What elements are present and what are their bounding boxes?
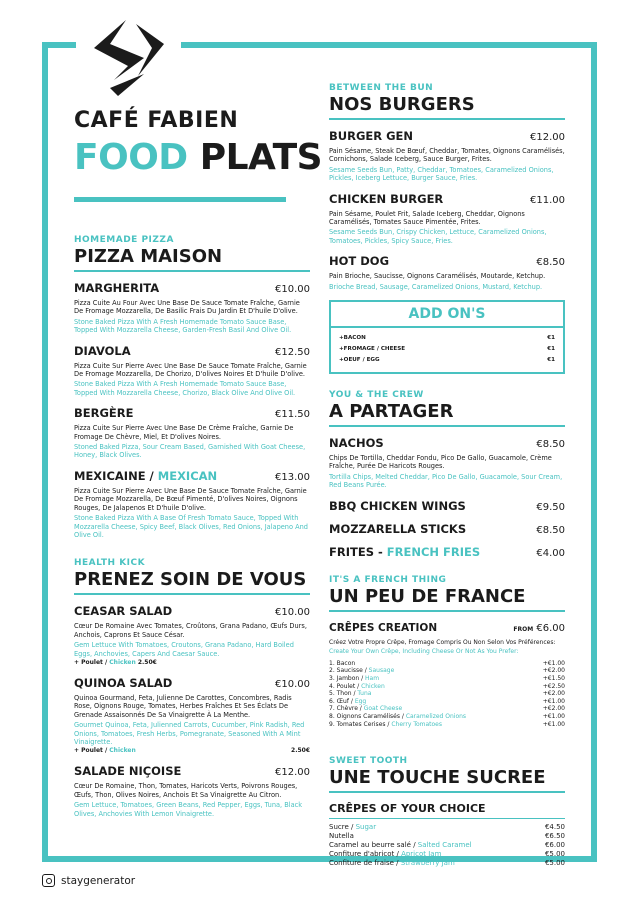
- item-price: €11.00: [530, 194, 565, 206]
- item-description-en: Gem Lettuce With Tomatoes, Croutons, Grana Padano, Hard Boiled Eggs, Anchovies, Capers And Caesar Sauce.: [74, 641, 294, 658]
- item-description-en: Stone Baked Pizza With A Base Of Fresh Tomato Sauce, Topped With Mozzarella Cheese, Spicy Beef, Black Olives, Red Onions, Jalapeno And Olive Oil.: [74, 514, 308, 539]
- item-name: CEASAR SALAD: [74, 604, 173, 619]
- crepe-options-list: [329, 660, 565, 728]
- item-name: BURGER GEN: [329, 129, 414, 143]
- list-item-text: +€1.00: [542, 697, 565, 705]
- extra-en: Chicken: [109, 747, 136, 755]
- right-column: [329, 83, 565, 868]
- item-name-fr: MEXICAINE /: [74, 468, 158, 483]
- list-item-text: Goat Cheese: [363, 705, 403, 713]
- item-price: €8.50: [536, 257, 565, 269]
- list-item-text: 5. Thon /: [329, 690, 358, 698]
- item-price: €11.50: [275, 409, 310, 421]
- list-item-text: Confiture de fraise /: [329, 859, 401, 868]
- list-item: [329, 660, 565, 668]
- item-description-fr: Cœur De Romaine Avec Tomates, Croûtons, Grana Padano, Œufs Durs, Anchois, Caprons Et Sauce César.: [74, 622, 307, 639]
- item-price: €12.50: [275, 346, 310, 358]
- list-item-text: 6. Œuf /: [329, 697, 355, 705]
- instagram-icon: [42, 874, 55, 887]
- list-item: [329, 683, 565, 691]
- brand-logo-icon: [88, 18, 170, 98]
- menu-item-burger-gen: [329, 129, 565, 183]
- list-item-text: +€1.00: [542, 659, 565, 667]
- list-item-text: Cherry Tomatoes: [391, 720, 442, 728]
- list-item: [329, 705, 565, 713]
- sweet-crepes-list: [329, 823, 565, 868]
- crepes-creation-header: [329, 621, 565, 637]
- crepes-choice-title: CRÊPES OF YOUR CHOICE: [329, 802, 565, 819]
- addon-row: [339, 333, 555, 344]
- item-price: €13.00: [275, 471, 310, 483]
- list-item-text: +€2.00: [542, 690, 565, 698]
- list-item-text: Confiture d'abricot /: [329, 850, 402, 859]
- list-item-text: 7. Chèvre /: [329, 705, 364, 713]
- item-name: [329, 545, 480, 559]
- list-item: [329, 698, 565, 706]
- list-item-text: 2. Saucisse /: [329, 667, 369, 675]
- menu-item-hot-dog: [329, 254, 565, 291]
- list-item-text: €6.00: [544, 841, 565, 850]
- menu-item-quinoa-salad: [74, 676, 310, 755]
- crepes-description-en: Create Your Own Crêpe, Including Cheese Or Not As You Prefer:: [329, 648, 519, 656]
- item-description-fr: Quinoa Gourmand, Feta, Julienne De Carottes, Concombres, Radis Rose, Oignons Rouge, Tomates, Herbes Fraîches Et Ses Éclats De Grenade Assaisonnés De Sa Vinaigrette À La Menthe.: [74, 693, 292, 719]
- list-item: [329, 667, 565, 675]
- item-price: €9.50: [536, 501, 565, 513]
- menu-item-salade-nicoise: [74, 764, 310, 818]
- page-title: [74, 137, 322, 178]
- list-item-text: Sausage: [368, 667, 395, 675]
- item-description-en: Stoned Baked Pizza, Sour Cream Based, Garnished With Goat Cheese, Honey, Black Olives.: [74, 443, 306, 460]
- addon-label: +OEUF / EGG: [339, 357, 380, 364]
- list-item-text: Strawberry Jam: [400, 859, 455, 868]
- list-item: [329, 823, 565, 832]
- extra-fr: + Poulet /: [74, 747, 110, 755]
- list-item-text: +€1.00: [542, 720, 565, 728]
- item-description-en: Brioche Bread, Sausage, Caramelized Onions, Mustard, Ketchup.: [329, 282, 543, 291]
- list-item-text: Tuna: [357, 690, 372, 698]
- item-description-fr: Pain Sésame, Steak De Bœuf, Cheddar, Tomates, Oignons Caramélisés, Cornichons, Salade Iceberg, Sauce Burger, Frites.: [329, 147, 565, 164]
- item-description-fr: Chips De Tortilla, Cheddar Fondu, Pico De Gallo, Guacamole, Crème Fraîche, Purée De Haricots Rouges.: [329, 454, 552, 471]
- item-name: [74, 469, 217, 483]
- burgers-kicker: BETWEEN THE BUN: [329, 83, 434, 93]
- menu-item-ceasar-salad: [74, 604, 310, 667]
- list-item-text: +€1.00: [542, 713, 565, 721]
- menu-item-chicken-burger: [329, 192, 565, 246]
- list-item: [329, 832, 565, 841]
- menu-item-mexicaine: [74, 469, 310, 539]
- item-description-fr: Pizza Cuite Sur Pierre Avec Une Base De Sauce Tomate Fraîche, Garnie De Fromage Mozzarella, De Chorizo, D'olives Noires Et D'huile D'olive.: [74, 361, 307, 379]
- menu-item-frites: [329, 545, 565, 561]
- burgers-title: NOS BURGERS: [329, 94, 565, 120]
- list-item-text: €6.50: [544, 832, 565, 841]
- item-description-fr: Pizza Cuite Sur Pierre Avec Une Base De Crème Fraîche, Garnie De Fromage De Chèvre, Miel, Et D'olives Noires.: [74, 424, 294, 441]
- list-item-text: Sucre /: [329, 823, 356, 832]
- title-plats: PLATS: [199, 137, 323, 178]
- extra-price: 2.50€: [137, 658, 157, 666]
- item-name: SALADE NIÇOISE: [74, 764, 182, 779]
- menu-item-mozzarella-sticks: [329, 522, 565, 538]
- addons-title: ADD ON'S: [331, 302, 563, 328]
- list-item-text: Sugar: [355, 823, 377, 832]
- pizza-kicker: HOMEMADE PIZZA: [74, 235, 174, 245]
- title-underline: [74, 197, 286, 202]
- list-item: [329, 859, 565, 868]
- item-name: CHICKEN BURGER: [329, 191, 444, 206]
- title-food: FOOD: [74, 137, 188, 178]
- item-name: HOT DOG: [329, 254, 390, 269]
- item-description-fr: Pizza Cuite Au Four Avec Une Base De Sauce Tomate Fraîche, Garnie De Fromage Mozzarella, De Basilic Frais Du Jardin Et D'huile D'olive.: [74, 299, 300, 316]
- crepes-description-fr: Créez Votre Propre Crêpe, Fromage Compris Ou Non Selon Vos Préférences:: [329, 638, 556, 646]
- share-title: A PARTAGER: [329, 401, 565, 427]
- item-name: NACHOS: [329, 436, 384, 451]
- item-name: MOZZARELLA STICKS: [329, 521, 467, 536]
- list-item: [329, 675, 565, 683]
- menu-item-nachos: [329, 436, 565, 490]
- list-item: [329, 841, 565, 850]
- health-title: PRENEZ SOIN DE VOUS: [74, 569, 310, 595]
- list-item-text: Salted Caramel: [417, 841, 472, 850]
- pizza-title: PIZZA MAISON: [74, 246, 310, 272]
- from-label: FROM: [513, 625, 534, 633]
- france-kicker: IT'S A FRENCH THING: [329, 574, 447, 585]
- item-description-en: Gourmet Quinoa, Feta, Julienned Carrots, Cucumber, Pink Radish, Red Onions, Tomatoes, Fresh Herbs, Pomegranate, Seasoned With A Mint Vinaigrette.: [74, 721, 305, 746]
- list-item-text: 3. Jambon /: [329, 675, 366, 683]
- addon-row: [339, 355, 555, 366]
- list-item-text: 9. Tomates Cerises /: [329, 720, 392, 728]
- item-price: €12.00: [275, 767, 310, 779]
- addon-price: €1: [547, 335, 555, 342]
- list-item-text: Ham: [365, 675, 380, 683]
- extra-price: 2.50€: [291, 747, 310, 755]
- left-column: [74, 235, 310, 827]
- item-price: €8.50: [536, 524, 565, 536]
- frame-border-top-right: [181, 42, 597, 48]
- item-price: €10.00: [275, 284, 310, 295]
- health-kicker: HEALTH KICK: [74, 558, 146, 569]
- list-item-text: Apricot Jam: [401, 850, 442, 859]
- frame-border-left: [42, 42, 48, 862]
- item-name-en: FRENCH FRIES: [386, 544, 481, 559]
- menu-item-bbq-wings: [329, 499, 565, 515]
- addon-label: +BACON: [339, 335, 366, 342]
- menu-item-bergere: [74, 406, 310, 460]
- list-item-text: Egg: [354, 697, 367, 705]
- menu-item-diavola: [74, 344, 310, 398]
- sweet-title: UNE TOUCHE SUCREE: [329, 767, 565, 793]
- list-item-text: Caramelized Onions: [405, 713, 467, 721]
- item-extra: [74, 659, 310, 667]
- sweet-kicker: SWEET TOOTH: [329, 756, 408, 767]
- item-extra: [74, 747, 310, 755]
- list-item: [329, 713, 565, 721]
- item-description-fr: Pain Sésame, Poulet Frit, Salade Iceberg, Cheddar, Oignons Caramélisés, Tomates Sauce Pimentée, Frites.: [329, 209, 525, 227]
- list-item-text: Chicken: [361, 682, 385, 690]
- list-item-text: Caramel au beurre salé /: [329, 841, 418, 850]
- list-item-text: +€2.00: [542, 667, 565, 675]
- item-price: €10.00: [275, 678, 310, 690]
- instagram-handle: staygenerator: [61, 874, 136, 887]
- item-description-en: Stone Baked Pizza With A Fresh Homemade Tomato Sauce Base, Topped With Mozzarella Cheese, Garden-Fresh Basil And Olive Oil.: [74, 317, 292, 335]
- item-description-en: Stone Baked Pizza With A Fresh Homemade Tomato Sauce Base, Topped With Mozzarella Cheese, Chorizo, Black Olive And Olive Oil.: [74, 380, 296, 397]
- item-price: €12.00: [530, 132, 565, 143]
- list-item-text: €4.50: [544, 823, 565, 832]
- crepes-creation-price: [513, 622, 565, 637]
- list-item: [329, 850, 565, 859]
- item-name-en: MEXICAN: [157, 468, 218, 483]
- item-description-fr: Pain Brioche, Saucisse, Oignons Caramélisés, Moutarde, Ketchup.: [329, 272, 546, 281]
- item-description-en: Sesame Seeds Bun, Patty, Cheddar, Tomatoes, Caramelized Onions, Pickles, Iceberg Lettuce, Burger Sauce, Fries.: [329, 165, 554, 183]
- list-item: [329, 721, 565, 729]
- crepes-creation-title: CRÊPES CREATION: [329, 621, 438, 634]
- list-item-text: €5.00: [544, 859, 565, 868]
- item-description-fr: Cœur De Romaine, Thon, Tomates, Haricots Verts, Poivrons Rouges, Œufs, Thon, Olives Noires, Anchois Et Sa Vinaigrette Au Citron.: [74, 782, 298, 799]
- addon-price: €1: [547, 346, 555, 353]
- list-item-text: Nutella: [329, 832, 354, 841]
- brand-name: CAFÉ FABIEN: [74, 108, 239, 133]
- item-description-en: Gem Lettuce, Tomatoes, Green Beans, Red Pepper, Eggs, Tuna, Black Olives, Anchovies With Lemon Vinaigrette.: [74, 801, 303, 818]
- item-description-fr: Pizza Cuite Sur Pierre Avec Une Base De Sauce Tomate Fraîche, Garnie De Fromage Mozzarella, De Bœuf Pimenté, D'olives Noires, Oignons Rouges, De Jalapenos Et D'huile D'olive.: [74, 486, 307, 512]
- addon-label: +FROMAGE / CHEESE: [339, 346, 406, 353]
- list-item: [329, 690, 565, 698]
- addons-box: [329, 300, 565, 374]
- share-kicker: YOU & THE CREW: [329, 390, 424, 401]
- list-item-text: +€2.00: [542, 705, 565, 713]
- item-name: QUINOA SALAD: [74, 675, 173, 690]
- item-price: €8.50: [536, 439, 565, 451]
- extra-en: Chicken: [109, 658, 136, 666]
- item-name: MARGHERITA: [74, 281, 160, 295]
- menu-item-margherita: [74, 281, 310, 335]
- item-price: €10.00: [275, 607, 310, 619]
- item-name-fr: FRITES -: [329, 544, 387, 559]
- extra-fr: + Poulet /: [74, 658, 110, 666]
- instagram-link[interactable]: [42, 874, 135, 887]
- list-item-text: 8. Oignons Caramélisés /: [329, 713, 406, 721]
- list-item-text: 4. Poulet /: [329, 682, 362, 690]
- list-item-text: +€1.50: [542, 675, 565, 683]
- addon-row: [339, 344, 555, 355]
- item-name: BBQ CHICKEN WINGS: [329, 498, 466, 513]
- price-value: €6.00: [536, 622, 565, 634]
- list-item-text: +€2.50: [542, 682, 565, 690]
- item-name: BERGÈRE: [74, 406, 134, 421]
- item-price: €4.00: [536, 547, 565, 559]
- item-name: DIAVOLA: [74, 343, 131, 358]
- item-description-en: Sesame Seeds Bun, Crispy Chicken, Lettuce, Caramelized Onions, Tomatoes, Pickles, Spicy Sauce, Fries.: [329, 228, 547, 245]
- addon-price: €1: [547, 357, 555, 364]
- france-title: UN PEU DE FRANCE: [329, 586, 565, 612]
- list-item-text: 1. Bacon: [329, 659, 356, 667]
- list-item-text: €5.00: [544, 850, 565, 859]
- item-description-en: Tortilla Chips, Melted Cheddar, Pico De Gallo, Guacamole, Sour Cream, Red Beans Purée.: [329, 472, 563, 490]
- frame-border-right: [591, 42, 597, 862]
